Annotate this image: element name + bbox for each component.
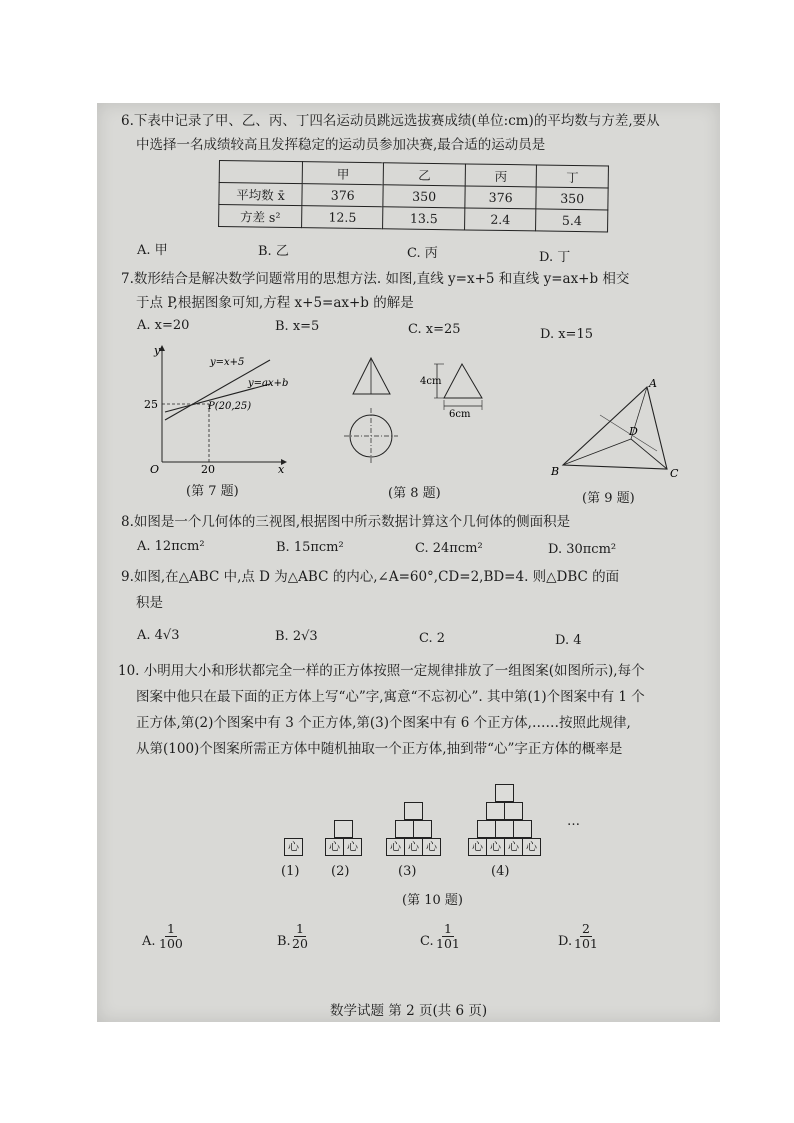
table-cell: 2.4 [464, 208, 536, 231]
q8-option-d[interactable]: D. 30πcm² [548, 542, 617, 557]
q10-ellipsis: … [567, 814, 580, 829]
row-label: 平均数 x̄ [219, 183, 302, 206]
option-fraction [159, 922, 183, 951]
q7-option-d[interactable]: D. x=15 [540, 327, 593, 342]
cube-heart: 心 [504, 838, 523, 856]
q9-stem-line2: 积是 [136, 595, 163, 611]
q8-option-c[interactable]: C. 24πcm² [415, 541, 483, 556]
table-header: 乙 [384, 163, 466, 186]
cube [413, 820, 432, 838]
line2-label: y=ax+b [248, 378, 289, 389]
cube-heart: 心 [325, 838, 344, 856]
q8-stem-line1: 8.如图是一个几何体的三视图,根据图中所示数据计算这个几何体的侧面积是 [121, 514, 571, 530]
numerator: 1 [443, 921, 452, 936]
cube-heart: 心 [486, 838, 505, 856]
cube-heart: 心 [522, 838, 541, 856]
table-cell: 350 [383, 185, 465, 208]
denominator: 101 [436, 936, 460, 951]
point-p-label: P(20,25) [208, 401, 252, 412]
q7-option-b[interactable]: B. x=5 [275, 319, 320, 334]
x-axis-label: x [278, 463, 285, 476]
q6-score-table [218, 160, 609, 232]
vertex-b: B [551, 465, 560, 478]
q7-stem-line1: 7.数形结合是解决数学问题常用的思想方法. 如图,直线 y=x+5 和直线 y=ax+b 相交 [121, 271, 630, 287]
q10-pattern-label-2: (2) [331, 864, 350, 879]
table-cell: 5.4 [536, 209, 608, 232]
q10-stem-line1: 10. 小明用大小和形状都完全一样的正方体按照一定规律排放了一组图案(如图所示),每个 [118, 663, 645, 679]
width-label: 6cm [449, 409, 471, 420]
numerator: 1 [295, 921, 304, 936]
side-view-triangle [444, 364, 482, 398]
q9-triangle-figure [545, 377, 685, 482]
cube [395, 820, 414, 838]
cube-heart: 心 [422, 838, 441, 856]
q6-option-a[interactable]: A. 甲 [137, 243, 168, 258]
height-label: 4cm [420, 376, 442, 387]
q9-option-a[interactable]: A. 4√3 [137, 628, 180, 643]
numerator: 1 [166, 921, 175, 936]
q7-option-c[interactable]: C. x=25 [408, 322, 461, 337]
cube-heart: 心 [468, 838, 487, 856]
cube-heart: 心 [343, 838, 362, 856]
option-fraction [292, 922, 308, 951]
vertex-c: C [670, 467, 679, 480]
q9-option-d[interactable]: D. 4 [555, 633, 582, 648]
denominator: 20 [292, 936, 308, 951]
q7-graph-figure [140, 342, 290, 477]
q9-figure-caption: (第 9 题) [582, 491, 635, 506]
table-cell: 13.5 [383, 207, 465, 230]
y-tick-label: 25 [144, 398, 158, 411]
q8-option-b[interactable]: B. 15πcm² [276, 540, 344, 555]
numerator: 2 [581, 921, 590, 936]
y-axis-label: y [154, 344, 161, 357]
q10-pattern-label-3: (3) [398, 864, 417, 879]
option-fraction [436, 922, 460, 951]
q8-figure-caption: (第 8 题) [388, 486, 441, 501]
q10-stem-line2: 图案中他只在最下面的正方体上写“心”字,寓意“不忘初心”. 其中第(1)个图案中有 1 个 [136, 689, 645, 705]
cube [404, 802, 423, 820]
q7-stem-line2: 于点 P,根据图象可知,方程 x+5=ax+b 的解是 [136, 295, 414, 311]
q6-stem-line2: 中选择一名成绩较高且发挥稳定的运动员参加决赛,最合适的运动员是 [136, 137, 546, 153]
q10-stem-line4: 从第(100)个图案所需正方体中随机抽取一个正方体,抽到带“心”字正方体的概率是 [136, 741, 623, 757]
cube [513, 820, 532, 838]
cube [486, 802, 505, 820]
triangle-abc [563, 387, 667, 469]
cube [477, 820, 496, 838]
q10-figure-caption: (第 10 题) [402, 893, 463, 908]
table-header: 丙 [465, 164, 537, 187]
q8-three-views-figure [340, 350, 500, 480]
q7-option-a[interactable]: A. x=20 [137, 318, 190, 333]
q10-pattern-label-4: (4) [491, 864, 510, 879]
q8-option-a[interactable]: A. 12πcm² [137, 539, 205, 554]
page-footer: 数学试题 第 2 页(共 6 页) [330, 1003, 488, 1019]
vertex-a: A [649, 377, 657, 390]
cube [504, 802, 523, 820]
table-cell: 376 [302, 184, 384, 207]
cube-heart: 心 [284, 838, 303, 856]
q9-option-c[interactable]: C. 2 [419, 631, 446, 646]
segment-cd [631, 439, 667, 469]
table-cell: 350 [536, 187, 608, 210]
table-corner [219, 161, 302, 184]
q6-option-d[interactable]: D. 丁 [539, 250, 571, 265]
row-label: 方差 s² [219, 205, 302, 228]
table-header: 甲 [302, 162, 384, 185]
cube-heart: 心 [386, 838, 405, 856]
q6-option-c[interactable]: C. 丙 [407, 246, 438, 261]
exam-page [97, 103, 720, 1022]
front-view-triangle [353, 358, 390, 394]
table-cell: 12.5 [302, 206, 384, 229]
option-letter: B. [277, 934, 291, 949]
q9-stem-line1: 9.如图,在△ABC 中,点 D 为△ABC 的内心,∠A=60°,CD=2,BD=4. 则△DBC 的面 [121, 569, 620, 585]
cube [334, 820, 353, 838]
line1-label: y=x+5 [210, 357, 245, 368]
cube [495, 784, 514, 802]
x-tick-label: 20 [201, 463, 215, 476]
point-d: D [629, 425, 638, 438]
table-row [219, 205, 608, 232]
option-letter: D. [558, 934, 573, 949]
denominator: 100 [159, 936, 183, 951]
q10-stem-line3: 正方体,第(2)个图案中有 3 个正方体,第(3)个图案中有 6 个正方体,……按照此规律, [136, 715, 631, 731]
option-fraction [574, 922, 598, 951]
q9-option-b[interactable]: B. 2√3 [275, 629, 318, 644]
table-cell: 376 [465, 186, 537, 209]
origin-label: O [150, 463, 160, 476]
cube-heart: 心 [404, 838, 423, 856]
segment-bd [563, 439, 631, 465]
q6-stem-line1: 6.下表中记录了甲、乙、丙、丁四名运动员跳远选拔赛成绩(单位:cm)的平均数与方差,要从 [121, 113, 660, 129]
option-letter: C. [420, 934, 434, 949]
option-letter: A. [142, 934, 156, 949]
q7-figure-caption: (第 7 题) [186, 484, 239, 499]
q10-pattern-label-1: (1) [281, 864, 300, 879]
denominator: 101 [574, 936, 598, 951]
q6-option-b[interactable]: B. 乙 [258, 244, 289, 259]
cube [495, 820, 514, 838]
table-header: 丁 [537, 165, 609, 188]
